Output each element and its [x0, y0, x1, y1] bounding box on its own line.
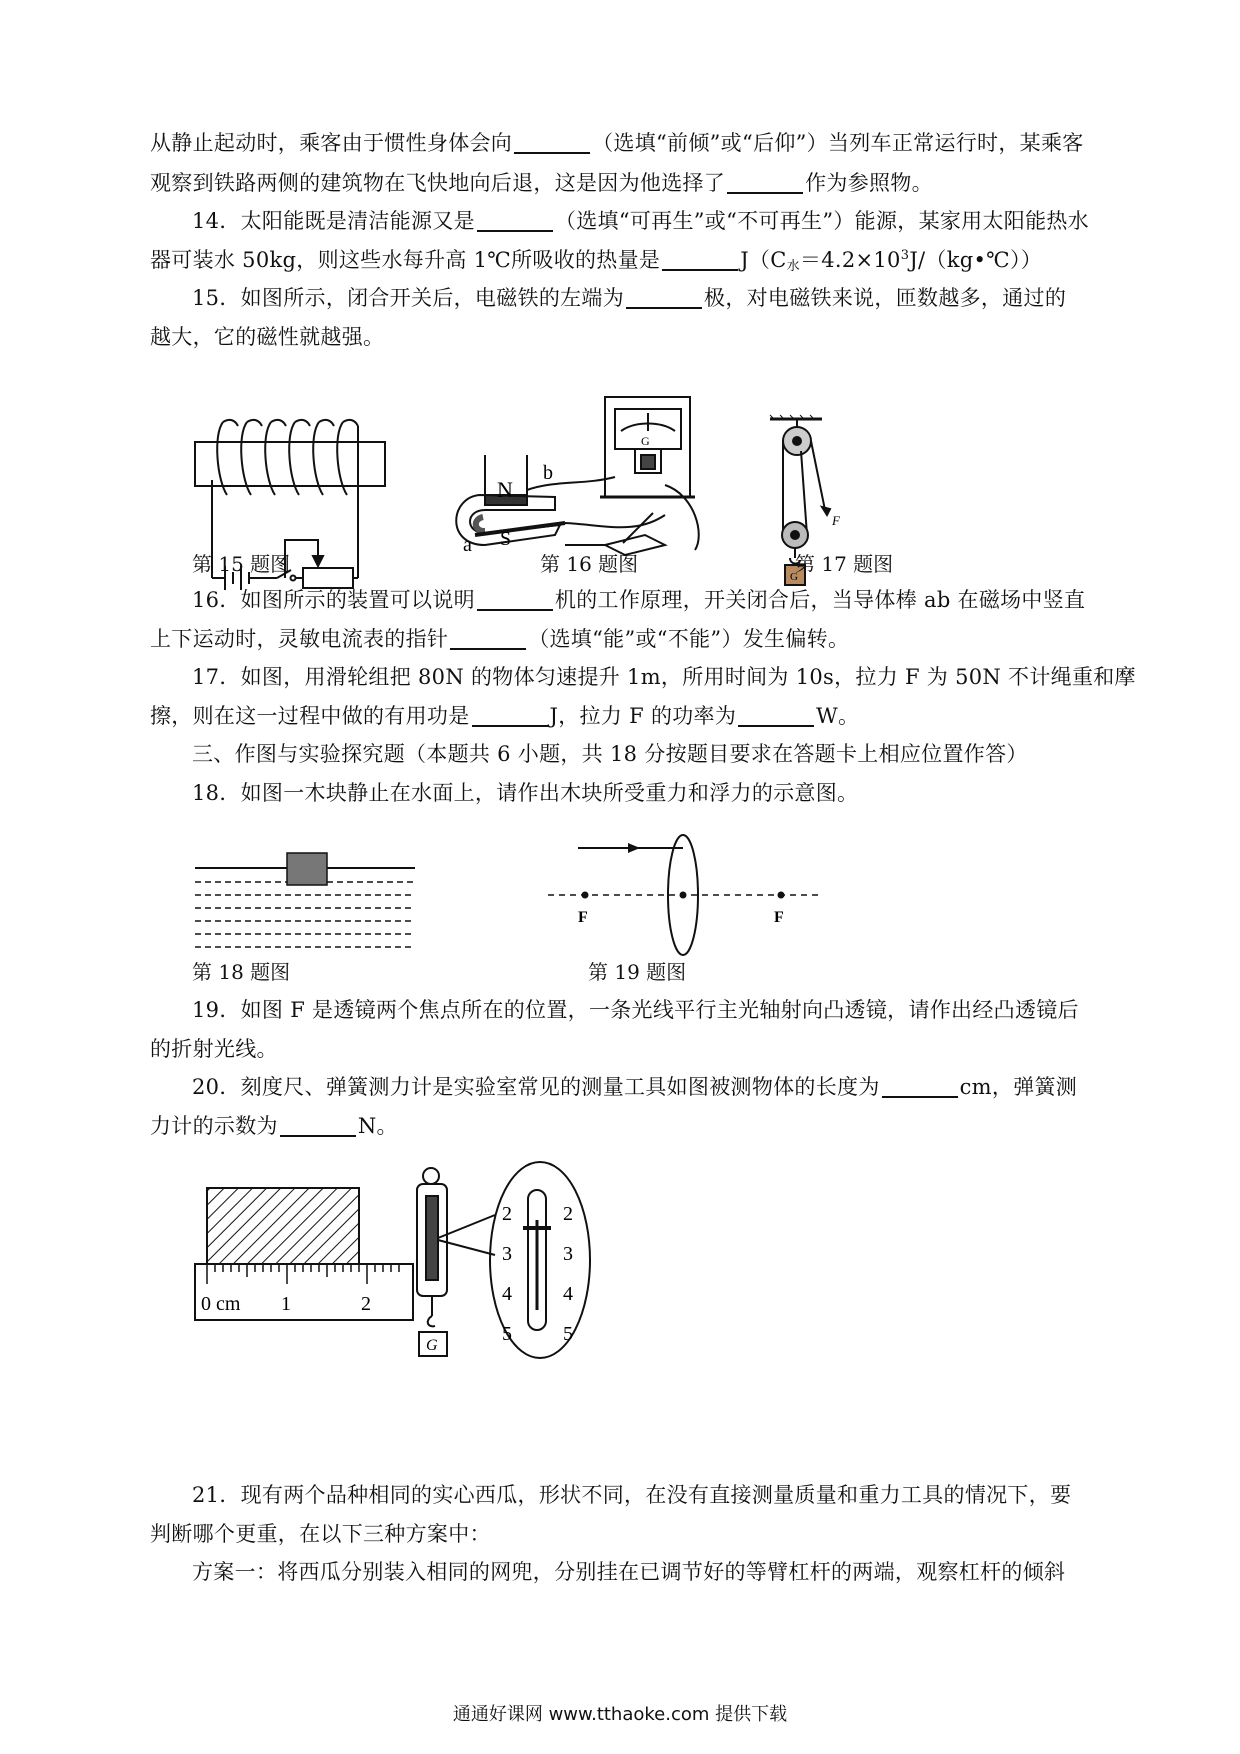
q19-line-2: 的折射光线。: [150, 1037, 278, 1061]
fig19-focus-left: F: [578, 909, 588, 926]
fig20-ruler-one: 1: [281, 1293, 291, 1315]
q19-line-1: 19．如图 F 是透镜两个焦点所在的位置，一条光线平行主光轴射向凸透镜，请作出经凸透镜后: [192, 998, 1079, 1022]
fig20-scale-4l: 4: [502, 1283, 512, 1305]
answer-blank[interactable]: [514, 130, 590, 154]
q20-line-2: 力计的示数为 N。: [150, 1114, 398, 1138]
fig16-label-s: S: [500, 528, 512, 550]
q21-line-1: 21．现有两个品种相同的实心西瓜，形状不同，在没有直接测量质量和重力工具的情况下，要: [192, 1483, 1072, 1507]
fig20-scale-5l: 5: [502, 1323, 512, 1345]
q15-line-2: 越大，它的磁性就越强。: [150, 325, 385, 349]
q16-line-2: 上下运动时，灵敏电流表的指针 （选填“能”或“不能”）发生偏转。: [150, 627, 850, 651]
fig16-meter-label: G: [641, 434, 650, 448]
fig16-caption: 第 16 题图: [540, 552, 639, 576]
q15-line-1: 15．如图所示，闭合开关后，电磁铁的左端为 极，对电磁铁来说，匝数越多，通过的: [192, 286, 1067, 310]
answer-blank[interactable]: [727, 170, 803, 194]
fig18-caption: 第 18 题图: [192, 960, 291, 984]
section-3-heading: 三、作图与实验探究题（本题共 6 小题，共 18 分按题目要求在答题卡上相应位置作答）: [192, 742, 1028, 766]
fig20-diagram: [195, 1160, 635, 1365]
fig16-label-b: b: [543, 462, 553, 484]
q14-line-1: 14．太阳能既是清洁能源又是 （选填“可再生”或“不可再生”）能源，某家用太阳能热水: [192, 209, 1089, 233]
fig20-scale-3l: 3: [502, 1243, 512, 1265]
answer-blank[interactable]: [477, 208, 553, 232]
q17-line-2: 擦，则在这一过程中做的有用功是 J，拉力 F 的功率为 W。: [150, 704, 860, 728]
plan-1-text: 方案一：将西瓜分别装入相同的网兜，分别挂在已调节好的等臂杠杆的两端，观察杠杆的倾斜: [192, 1560, 1066, 1584]
q20-line-1: 20．刻度尺、弹簧测力计是实验室常见的测量工具如图被测物体的长度为 cm，弹簧测: [192, 1075, 1078, 1099]
fig20-scale-2l: 2: [502, 1203, 512, 1225]
fig17-caption: 第 17 题图: [795, 552, 894, 576]
fig16-diagram: [455, 385, 715, 575]
fig20-scale-3r: 3: [563, 1243, 573, 1265]
answer-blank[interactable]: [626, 285, 702, 309]
fig20-scale-2r: 2: [563, 1203, 573, 1225]
q17-line-1: 17．如图，用滑轮组把 80N 的物体匀速提升 1m，所用时间为 10s，拉力 F 为 50N 不计绳重和摩: [192, 665, 1136, 689]
q13-line-1: 从静止起动时，乘客由于惯性身体会向 （选填“前倾”或“后仰”）当列车正常运行时，某乘客: [150, 131, 1084, 155]
q21-line-2: 判断哪个更重，在以下三种方案中：: [150, 1522, 491, 1546]
fig16-label-a: a: [463, 534, 472, 556]
answer-blank[interactable]: [662, 247, 738, 271]
fig20-ruler-zero: 0 cm: [201, 1293, 241, 1315]
fig20-scale-5r: 5: [563, 1323, 573, 1345]
fig20-weight-label: G: [426, 1337, 438, 1354]
q14-line-2: 器可装水 50kg，则这些水每升高 1℃所吸收的热量是 $J(C_水=4.2\times 10^3J/(kg•℃))$: [150, 248, 1043, 274]
q18-text: 18．如图一木块静止在水面上，请作出木块所受重力和浮力的示意图。: [192, 781, 859, 805]
fig19-caption: 第 19 题图: [588, 960, 687, 984]
fig20-ruler-two: 2: [361, 1293, 371, 1315]
q16-line-1: 16．如图所示的装置可以说明 机的工作原理，开关闭合后，当导体棒 ab 在磁场中竖直: [192, 588, 1086, 612]
page-footer: 通通好课网 www.tthaoke.com 提供下载: [452, 1704, 788, 1725]
answer-blank[interactable]: [472, 703, 548, 727]
fig19-focus-right: F: [774, 909, 784, 926]
answer-blank[interactable]: [738, 703, 814, 727]
answer-blank[interactable]: [280, 1113, 356, 1137]
fig20-scale-4r: 4: [563, 1283, 573, 1305]
fig19-diagram: [548, 830, 818, 960]
fig17-label-g: G: [790, 571, 798, 583]
fig16-label-n: N: [497, 477, 513, 502]
fig15-caption: 第 15 题图: [192, 552, 291, 576]
answer-blank[interactable]: [477, 587, 553, 611]
answer-blank[interactable]: [882, 1074, 958, 1098]
answer-blank[interactable]: [450, 626, 526, 650]
fig18-diagram: [195, 848, 415, 958]
q13-line-2: 观察到铁路两侧的建筑物在飞快地向后退，这是因为他选择了 作为参照物。: [150, 171, 933, 195]
fig17-label-f: F: [832, 513, 840, 528]
